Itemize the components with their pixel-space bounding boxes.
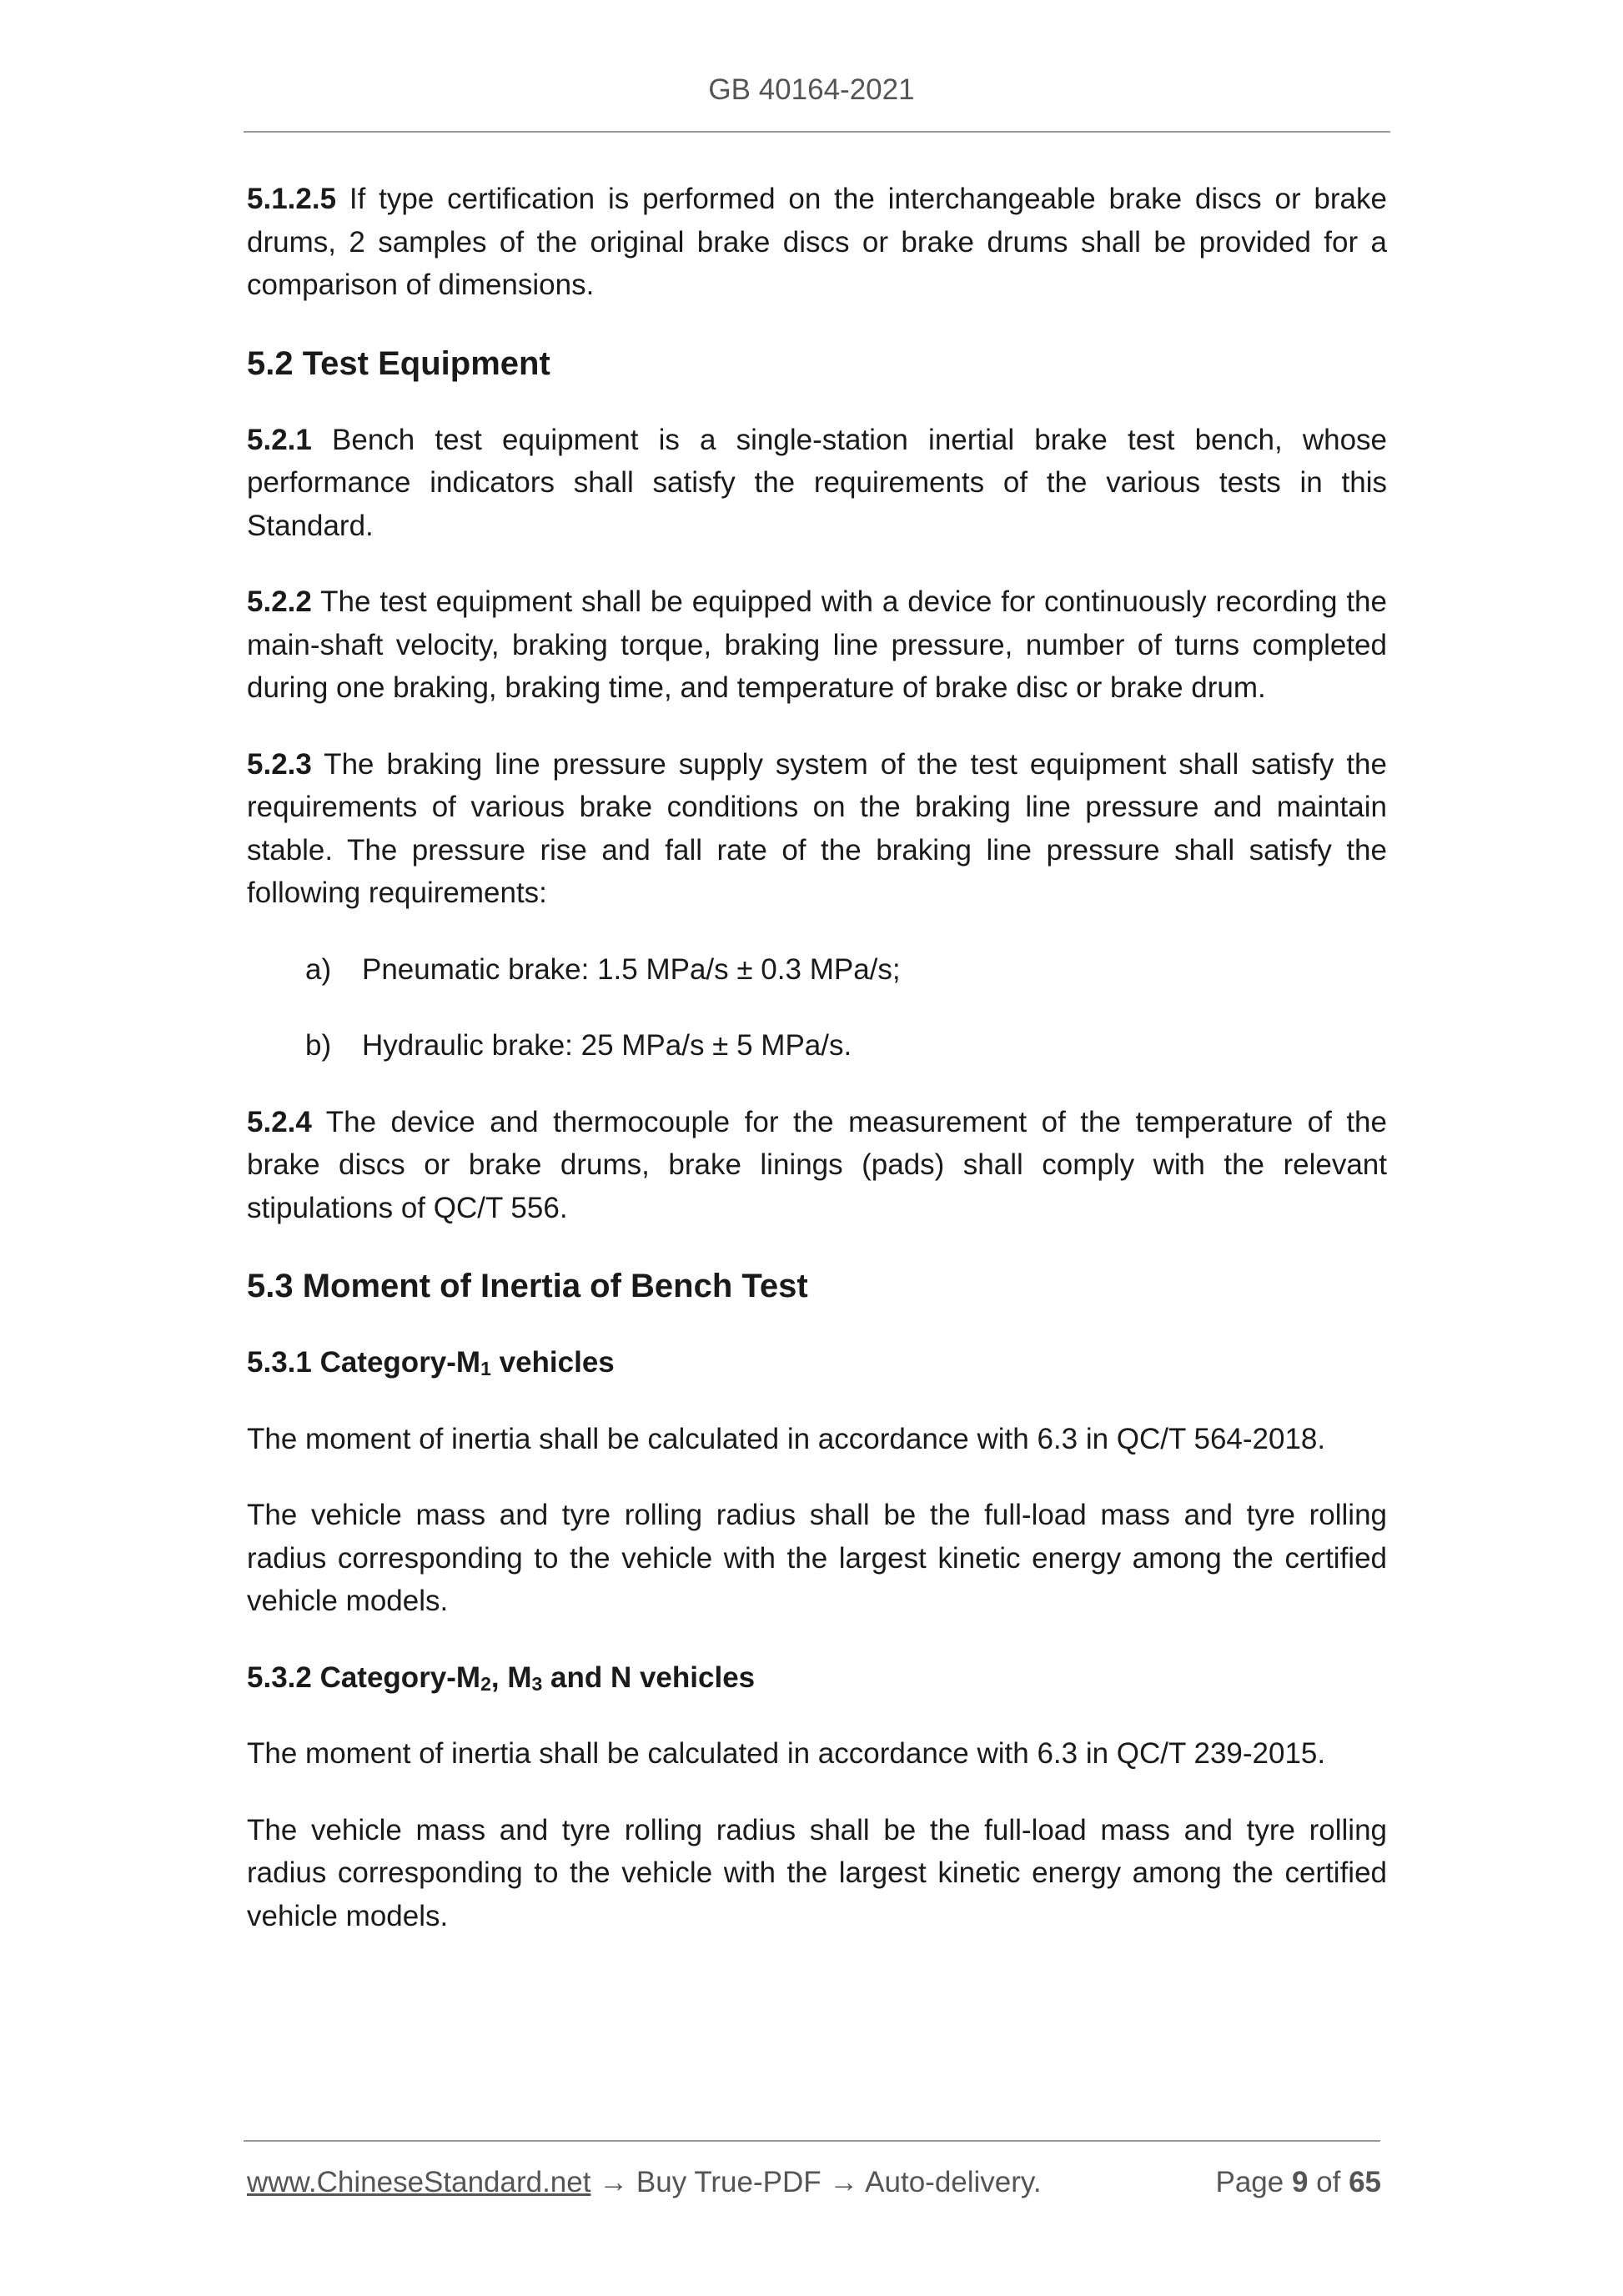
clause-number: 5.2.2 xyxy=(247,585,312,618)
list-marker: b) xyxy=(305,1029,332,1062)
list-text: Hydraulic brake: 25 MPa/s ± 5 MPa/s. xyxy=(362,1029,852,1062)
paragraph: The vehicle mass and tyre rolling radius shall be the full-load mass and tyre rolling radius corresponding to the vehicle with the largest kinetic energy among the certified vehicle models. xyxy=(247,1499,1387,1617)
heading-text: , M xyxy=(490,1660,532,1694)
page-indicator xyxy=(1215,2166,1381,2199)
heading-subscript: 3 xyxy=(531,1672,543,1695)
clause-text: The test equipment shall be equipped with a device for continuously recording the main-shaft velocity, braking torque, braking line pressure, number of turns completed during one braking, braking time, and temperature of brake disc or brake drum. xyxy=(247,585,1387,704)
clause-5-2-4 xyxy=(247,1101,1387,1230)
header-divider xyxy=(244,131,1390,133)
page-header-title: GB 40164-2021 xyxy=(708,73,915,106)
paragraph: The vehicle mass and tyre rolling radius shall be the full-load mass and tyre rolling radius corresponding to the vehicle with the largest kinetic energy among the certified vehicle models. xyxy=(247,1813,1387,1932)
heading-text: 5.3.2 Category-M xyxy=(247,1660,481,1694)
paragraph: The moment of inertia shall be calculated in accordance with 6.3 in QC/T 239-2015. xyxy=(247,1737,1326,1770)
heading-text: vehicles xyxy=(490,1346,615,1379)
clause-text: If type certification is performed on the interchangeable brake discs or brake drums, 2 samples of the original brake discs or brake drums shall be provided for a comparison of dimensions. xyxy=(247,183,1387,301)
page-number: 9 xyxy=(1291,2166,1309,2198)
heading-subscript: 2 xyxy=(480,1672,491,1695)
subsection-heading-5-3-2 xyxy=(247,1656,1387,1700)
page-total: 65 xyxy=(1349,2166,1381,2198)
clause-number: 5.2.4 xyxy=(247,1105,312,1138)
website-link[interactable]: www.ChineseStandard.net xyxy=(247,2166,591,2198)
heading-subscript: 1 xyxy=(480,1358,491,1379)
page-footer xyxy=(247,2166,1381,2199)
clause-5-2-1 xyxy=(247,419,1387,548)
list-text: Pneumatic brake: 1.5 MPa/s ± 0.3 MPa/s; xyxy=(362,952,901,986)
clause-text: Bench test equipment is a single-station inertial brake test bench, whose performance indicators shall satisfy the requirements of the various tests in this Standard. xyxy=(247,423,1387,542)
list-marker: a) xyxy=(305,952,332,986)
list-item xyxy=(305,1024,1387,1068)
footer-promo-text: → Buy True-PDF → Auto-delivery. xyxy=(590,2166,1042,2198)
subsection-heading-5-3-1 xyxy=(247,1341,1387,1384)
clause-text: The device and thermocouple for the measurement of the temperature of the brake discs or brake drums, brake linings (pads) shall comply with the relevant stipulations of QC/T 556. xyxy=(247,1105,1387,1224)
clause-5-1-2-5 xyxy=(247,178,1387,307)
clause-number: 5.2.3 xyxy=(247,747,312,781)
document-body xyxy=(247,178,1387,1971)
page-label: Page xyxy=(1215,2166,1292,2198)
clause-5-2-2 xyxy=(247,580,1387,710)
clause-text: The braking line pressure supply system of the test equipment shall satisfy the requirements of various brake conditions on the braking line pressure and maintain stable. The pressure rise and fall rate of the braking line pressure shall satisfy the following requirements: xyxy=(247,747,1387,909)
heading-text: 5.3.1 Category-M xyxy=(247,1346,481,1379)
footer-divider xyxy=(244,2140,1380,2142)
clause-number: 5.1.2.5 xyxy=(247,183,337,215)
section-heading-5-3: 5.3 Moment of Inertia of Bench Test xyxy=(247,1268,808,1304)
clause-number: 5.2.1 xyxy=(247,423,312,456)
section-heading-5-2: 5.2 Test Equipment xyxy=(247,344,550,382)
page-of-label: of xyxy=(1308,2166,1349,2198)
heading-text: and N vehicles xyxy=(542,1660,756,1694)
list-item xyxy=(305,948,1387,992)
paragraph: The moment of inertia shall be calculated in accordance with 6.3 in QC/T 564-2018. xyxy=(247,1422,1326,1455)
clause-5-2-3 xyxy=(247,743,1387,915)
